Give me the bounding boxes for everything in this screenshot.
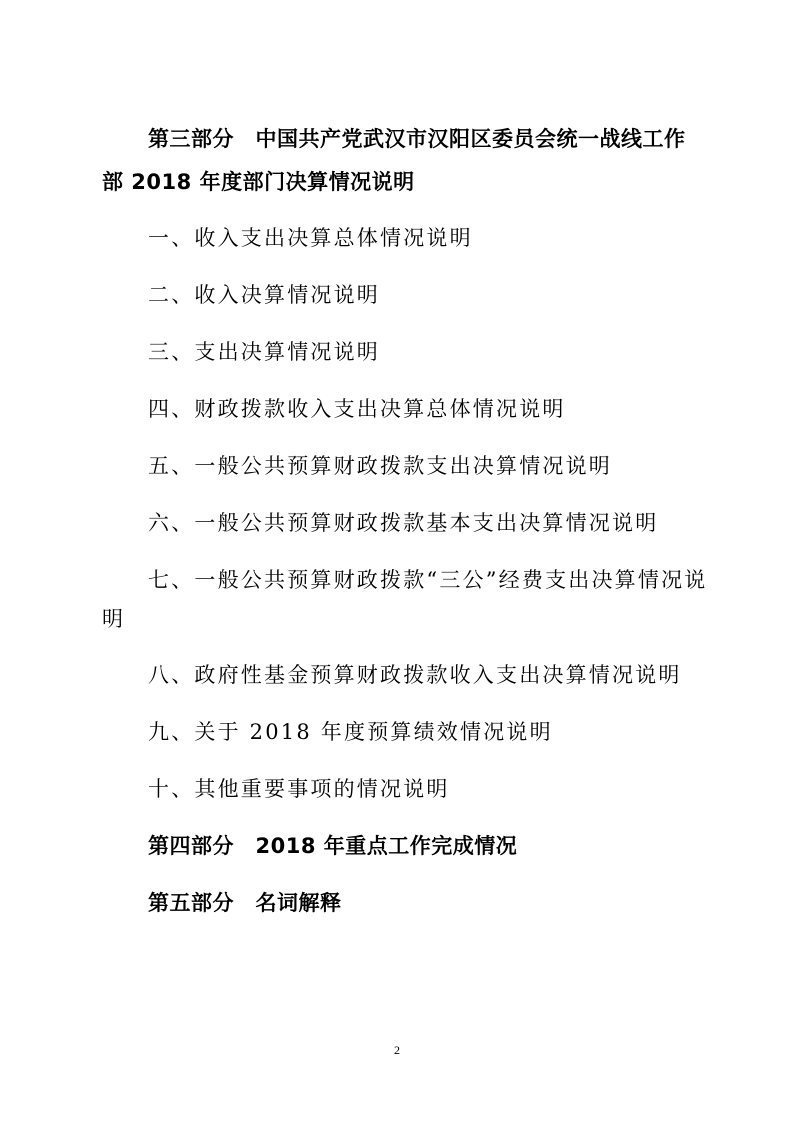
section-item-3: 三、支出决算情况说明 [148, 340, 380, 364]
section-item-7: 七、一般公共预算财政拨款“三公”经费支出决算情况说 [148, 568, 708, 592]
section-item-1: 一、收入支出决算总体情况说明 [148, 226, 473, 250]
part4-title: 第四部分 2018 年重点工作完成情况 [148, 834, 518, 858]
section-item-4: 四、财政拨款收入支出决算总体情况说明 [148, 397, 566, 421]
section-item-8: 八、政府性基金预算财政拨款收入支出决算情况说明 [148, 663, 682, 687]
part5-title: 第五部分 名词解释 [148, 891, 342, 915]
section-item-5: 五、一般公共预算财政拨款支出决算情况说明 [148, 454, 612, 478]
page-number: 2 [394, 1043, 400, 1057]
section-item-6: 六、一般公共预算财政拨款基本支出决算情况说明 [148, 511, 659, 535]
part3-title-line2: 部 2018 年度部门决算情况说明 [102, 170, 415, 194]
section-item-7-continuation: 明 [102, 607, 126, 631]
section-item-2: 二、收入决算情况说明 [148, 283, 380, 307]
section-item-9: 九、关于 2018 年度预算绩效情况说明 [148, 720, 553, 744]
part3-title-line1: 第三部分 中国共产党武汉市汉阳区委员会统一战线工作 [148, 127, 686, 151]
section-item-10: 十、其他重要事项的情况说明 [148, 777, 450, 801]
